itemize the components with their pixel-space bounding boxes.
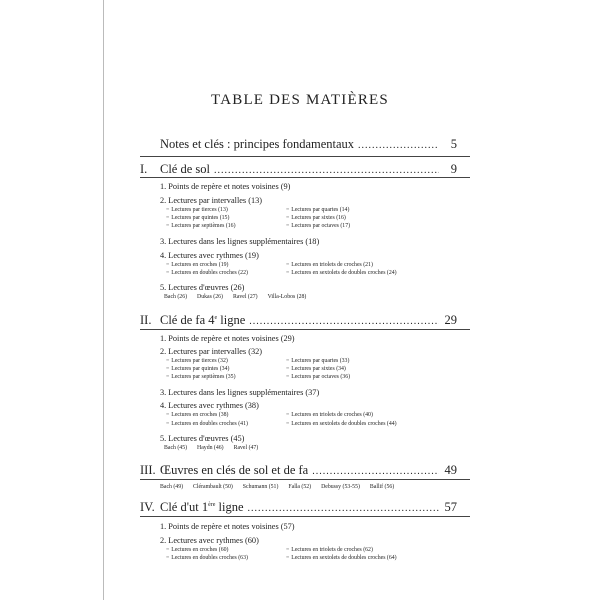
toc-entry-intro[interactable] — [160, 137, 457, 152]
toc-subsection[interactable]: = Lectures par tierces (32) — [166, 358, 228, 364]
work-ref: Falla (52) — [288, 484, 312, 490]
toc-section[interactable]: 1. Points de repère et notes voisines (29) — [160, 334, 295, 343]
work-ref: Clérambault (50) — [193, 484, 233, 490]
chapter-page: 29 — [444, 313, 457, 327]
toc-subsection[interactable]: = Lectures par quintes (15) — [166, 215, 230, 221]
toc-chapter-4[interactable] — [140, 500, 457, 515]
toc-subsection[interactable]: = Lectures en doubles croches (41) — [166, 421, 248, 427]
chapter-title: Clé de fa 4e ligne — [160, 313, 246, 327]
toc-subsection[interactable]: = Lectures par septièmes (16) — [166, 223, 236, 229]
toc-section[interactable]: 1. Points de repère et notes voisines (9) — [160, 182, 291, 191]
toc-section[interactable]: 3. Lectures dans les lignes supplémentaires (18) — [160, 237, 320, 246]
toc-subsection[interactable]: = Lectures par quintes (34) — [166, 366, 230, 372]
chapter-number: III. — [140, 463, 156, 477]
toc-subsection[interactable]: = Lectures en sextolets de doubles croches (24) — [286, 270, 397, 276]
work-ref: Ballif (56) — [369, 484, 395, 490]
toc-subsection[interactable]: = Lectures par octaves (36) — [286, 374, 351, 380]
toc-works-list — [164, 445, 268, 451]
work-ref: Bach (45) — [164, 445, 188, 451]
toc-subsection[interactable]: = Lectures en croches (60) — [166, 547, 229, 553]
toc-subsection[interactable]: = Lectures en croches (38) — [166, 412, 229, 418]
toc-section[interactable]: 5. Lectures d'œuvres (26) — [160, 283, 245, 292]
toc-subsection[interactable]: = Lectures par octaves (17) — [286, 223, 351, 229]
toc-subsection[interactable]: = Lectures par sixtes (34) — [286, 366, 346, 372]
dot-leader — [249, 316, 439, 327]
divider — [140, 177, 470, 178]
toc-subsection[interactable]: = Lectures en croches (19) — [166, 262, 229, 268]
toc-subsection[interactable]: = Lectures en triolets de croches (21) — [286, 262, 373, 268]
chapter-page: 49 — [444, 463, 457, 477]
toc-subsection[interactable]: = Lectures par quartes (33) — [286, 358, 350, 364]
toc-works-list — [160, 484, 404, 490]
toc-subsection[interactable]: = Lectures en doubles croches (22) — [166, 270, 248, 276]
dot-leader — [358, 140, 439, 151]
toc-subsection[interactable]: = Lectures par septièmes (35) — [166, 374, 236, 380]
chapter-title: Clé d'ut 1ère ligne — [160, 500, 244, 514]
toc-section[interactable]: 4. Lectures avec rythmes (19) — [160, 251, 259, 260]
chapter-page: 9 — [450, 162, 457, 176]
toc-section[interactable]: 5. Lectures d'œuvres (45) — [160, 434, 245, 443]
divider — [140, 479, 470, 480]
chapter-number: IV. — [140, 500, 155, 514]
toc-subsection[interactable]: = Lectures par quartes (14) — [286, 207, 350, 213]
page-title: TABLE DES MATIÈRES — [211, 92, 389, 108]
divider — [140, 329, 470, 330]
chapter-number: I. — [140, 162, 148, 176]
dot-leader — [312, 466, 439, 477]
divider — [140, 156, 470, 157]
work-ref: Debussy (53-55) — [321, 484, 360, 490]
toc-chapter-1[interactable] — [140, 162, 457, 177]
toc-subsection[interactable]: = Lectures en triolets de croches (62) — [286, 547, 373, 553]
toc-section[interactable]: 3. Lectures dans les lignes supplémentaires (37) — [160, 388, 320, 397]
work-ref: Haydn (46) — [197, 445, 224, 451]
toc-works-list — [164, 294, 316, 300]
work-ref: Ravel (27) — [232, 294, 258, 300]
work-ref: Schumann (51) — [242, 484, 279, 490]
toc-entry-page: 5 — [450, 137, 457, 151]
work-ref: Ravel (47) — [233, 445, 259, 451]
chapter-title: Œuvres en clés de sol et de fa — [160, 463, 309, 477]
dot-leader — [214, 165, 439, 176]
chapter-number: II. — [140, 313, 152, 327]
toc-section[interactable]: 1. Points de repère et notes voisines (57) — [160, 522, 295, 531]
toc-section[interactable]: 4. Lectures avec rythmes (38) — [160, 401, 259, 410]
toc-subsection[interactable]: = Lectures en doubles croches (63) — [166, 555, 248, 561]
work-ref: Villa-Lobos (28) — [267, 294, 307, 300]
page-spine-line — [103, 0, 104, 600]
work-ref: Dukas (26) — [197, 294, 223, 300]
work-ref: Bach (26) — [164, 294, 188, 300]
toc-subsection[interactable]: = Lectures en sextolets de doubles croches (44) — [286, 421, 397, 427]
toc-section[interactable]: 2. Lectures avec rythmes (60) — [160, 536, 259, 545]
toc-chapter-3[interactable] — [140, 463, 457, 478]
chapter-title: Clé de sol — [160, 162, 210, 176]
dot-leader — [248, 503, 439, 514]
toc-section[interactable]: 2. Lectures par intervalles (13) — [160, 196, 263, 205]
toc-entry-label: Notes et clés : principes fondamentaux — [160, 137, 355, 151]
toc-chapter-2[interactable] — [140, 313, 457, 328]
toc-subsection[interactable]: = Lectures en sextolets de doubles croches (64) — [286, 555, 397, 561]
toc-subsection[interactable]: = Lectures en triolets de croches (40) — [286, 412, 373, 418]
toc-subsection[interactable]: = Lectures par sixtes (16) — [286, 215, 346, 221]
chapter-page: 57 — [444, 500, 457, 514]
divider — [140, 516, 470, 517]
work-ref: Bach (49) — [160, 484, 184, 490]
toc-subsection[interactable]: = Lectures par tierces (13) — [166, 207, 228, 213]
toc-section[interactable]: 2. Lectures par intervalles (32) — [160, 347, 263, 356]
